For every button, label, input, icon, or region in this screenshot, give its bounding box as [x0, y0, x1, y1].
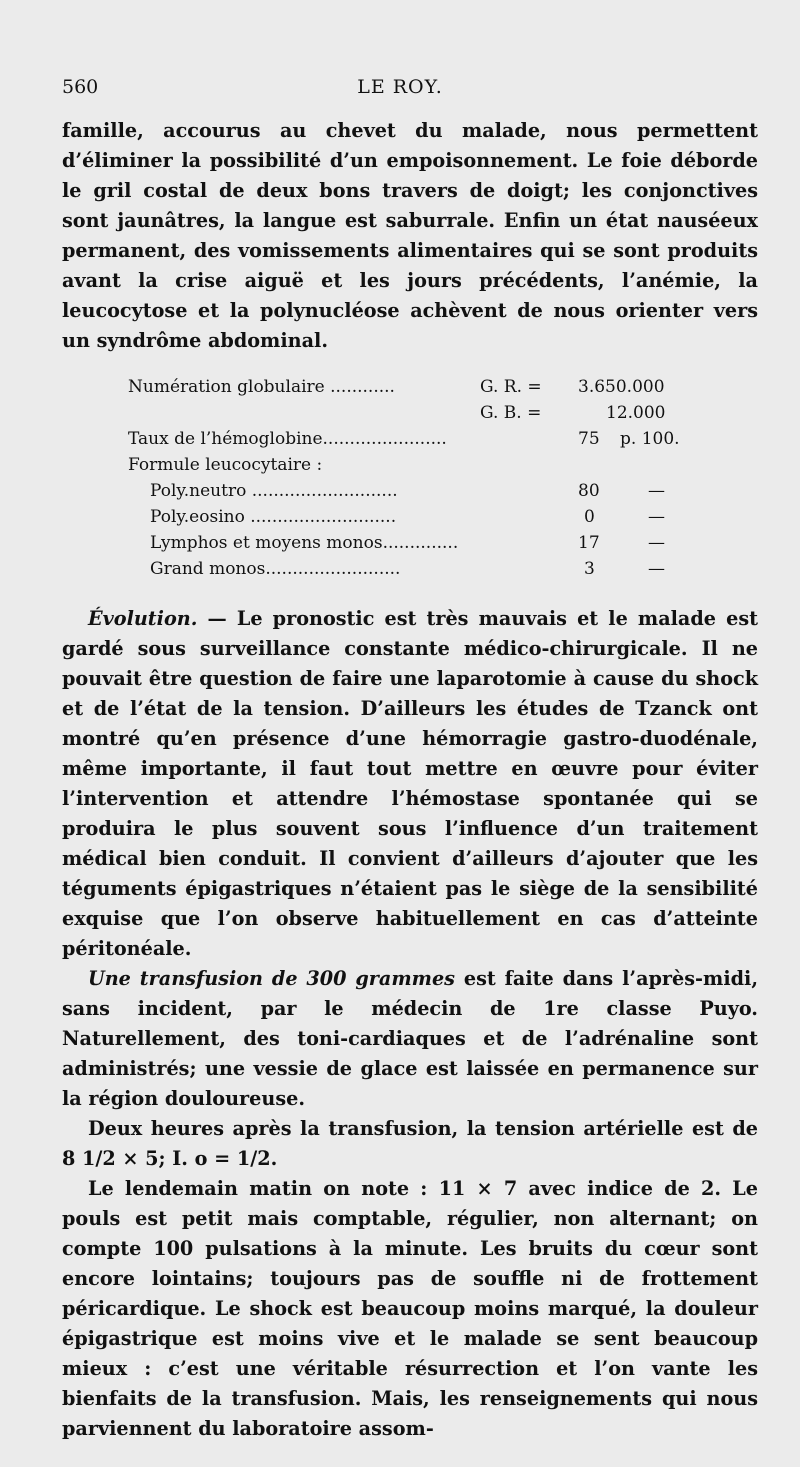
- table-row: [128, 530, 758, 556]
- section-title-evolution: Évolution.: [88, 607, 198, 630]
- table-row: [128, 556, 758, 582]
- table-row: [128, 504, 758, 530]
- transfusion-title: Une transfusion de 300 grammes: [88, 967, 455, 990]
- row-unit: —: [648, 507, 665, 527]
- row-value: 12.000: [606, 403, 666, 423]
- row-label: Grand monos.........................: [150, 559, 401, 579]
- row-unit: —: [648, 559, 665, 579]
- paragraph-transfusion: [62, 964, 758, 1114]
- row-unit: —: [648, 533, 665, 553]
- row-value: 80: [578, 481, 600, 501]
- row-code: G. B. =: [480, 403, 542, 423]
- row-code: G. R. =: [480, 377, 542, 397]
- paragraph-tension: Deux heures après la transfusion, la tension artérielle est de 8 1/2 × 5; I. o = 1/2.: [62, 1117, 758, 1170]
- table-row: [128, 452, 758, 478]
- evolution-text: — Le pronostic est très mauvais et le malade est gardé sous surveillance constante médico-chirurgicale. Il ne pouvait être question de faire une laparotomie à cause du shock et de l’état de la tension. D’ailleurs les études de Tzanck ont montré qu’en présence d’une hémorragie gastro-duodénale, même importante, il faut tout mettre en œuvre pour éviter l’intervention et attendre l’hémostase spontanée qui se produira le plus souvent sous l’influence d’un traitement médical bien conduit. Il convient d’ailleurs d’ajouter que les téguments épigastriques n’étaient pas le siège de la sensibilité exquise que l’on observe habituellement en cas d’atteinte péritonéale.: [62, 607, 758, 960]
- lab-results-table: [128, 374, 758, 582]
- row-label: Numération globulaire ............: [128, 377, 395, 397]
- paragraph-evolution: [62, 604, 758, 964]
- transfusion-text: est faite dans l’après-midi, sans incident, par le médecin de 1re classe Puyo. Naturellement, des toni-cardiaques et de l’adrénaline sont administrés; une vessie de glace est laissée en permanence sur la région douloureuse.: [62, 967, 758, 1110]
- paragraph-next-morning: Le lendemain matin on note : 11 × 7 avec indice de 2. Le pouls est petit mais comptable, régulier, non alternant; on compte 100 pulsations à la minute. Les bruits du cœur sont encore lointains; toujours pas de souffle ni de frottement péricardique. Le shock est beaucoup moins marqué, la douleur épigastrique est moins vive et le malade se sent beaucoup mieux : c’est une véritable résurrection et l’on vante les bienfaits de la transfusion. Mais, les renseignements qui nous parviennent du laboratoire assom-: [62, 1177, 758, 1440]
- row-unit: p. 100.: [620, 429, 680, 449]
- row-label: Formule leucocytaire :: [128, 455, 323, 475]
- row-label: Poly.neutro ...........................: [150, 481, 398, 501]
- row-value: 3: [584, 559, 595, 579]
- row-value: 0: [584, 507, 595, 527]
- page-header: [62, 76, 738, 104]
- row-label: Lymphos et moyens monos..............: [150, 533, 459, 553]
- table-row: [128, 478, 758, 504]
- row-label: Taux de l’hémoglobine.......................: [128, 429, 447, 449]
- row-value: 17: [578, 533, 600, 553]
- row-unit: —: [648, 481, 665, 501]
- row-value: 75: [578, 429, 600, 449]
- paragraph-diagnosis: famille, accourus au chevet du malade, nous permettent d’éliminer la possibilité d’un empoisonnement. Le foie déborde le gril costal de deux bons travers de doigt; les conjonctives sont jaunâtres, la langue est saburrale. Enfin un état nauséeux permanent, des vomissements alimentaires qui se sont produits avant la crise aiguë et les jours précédents, l’anémie, la leucocytose et la polynucléose achèvent de nous orienter vers un syndrôme abdominal.: [62, 119, 758, 352]
- table-row: [128, 374, 758, 400]
- page-number: 560: [62, 76, 99, 98]
- table-row: [128, 400, 758, 426]
- page-body: [62, 116, 758, 1444]
- running-head: LE ROY.: [357, 76, 443, 98]
- table-row: [128, 426, 758, 452]
- row-label: Poly.eosino ...........................: [150, 507, 397, 527]
- row-value: 3.650.000: [578, 377, 665, 397]
